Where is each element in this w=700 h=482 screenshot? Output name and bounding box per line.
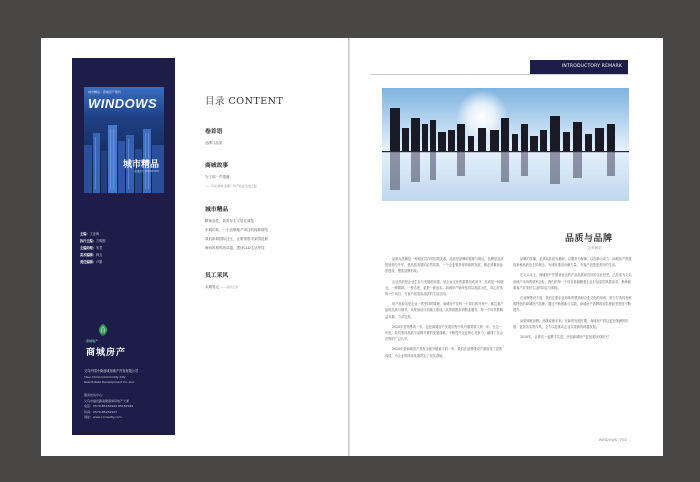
toc-entry[interactable]: 精神品性，新青年主义居住典范 bbox=[205, 219, 254, 223]
article-paragraph: 用产品说话是企业一贯坚持的原则，商城房产在每一个项目的开发中，都注重产品的品质与细节，从规划设计到施工建设，从景观配套到物业服务，每一个环节都精益求精，力求完美。 bbox=[385, 302, 504, 319]
article-column-1 bbox=[385, 256, 505, 363]
article-paragraph: 在义乌本土，商城房产凭借其优良的产品品质和良好的企业信誉，已经成为义乌房地产市场的领军企业。我们的每一个项目都凝聚着企业对品质的执着追求，都承载着客户对美好生活的向往与期待。 bbox=[513, 273, 632, 290]
company-name-en: Yiwu China Commodity City bbox=[84, 375, 126, 379]
toc-section bbox=[205, 270, 335, 292]
article-paragraph: 2010年是商城房产具有全面突破意义的一年，我们在品牌建设方面取得了显著成绩，为企业的持续发展奠定了坚实基础。 bbox=[385, 347, 503, 358]
logo-caption: 商城地产 bbox=[86, 339, 99, 343]
credit-line: 责任编辑：卢娟 bbox=[80, 260, 103, 264]
credit-line: 主编助理：朱君 bbox=[80, 246, 103, 250]
toc-entry[interactable]: 我们新城国际社区，让繁荣都市家园延伸 bbox=[205, 237, 268, 241]
magazine-cover-image bbox=[84, 87, 164, 193]
article-paragraph: 在品牌建设方面，我们注重企业形象的塑造和企业文化的培育，努力打造具有鲜明特色的商城房产品牌。通过不断创新与实践，商城房产品牌的知名度和美誉度不断提升。 bbox=[513, 296, 632, 313]
article-paragraph: 企业品质是企业生存与发展的前提，是企业文化的重要组成部分。品质是一种理念，一种精神，一种态度，更是一种追求。商城房产始终坚持以品质为先，用心打造每一个项目，为客户创造高品质的生活空间。 bbox=[385, 279, 504, 297]
company-name-cn: 义乌中国小商品城房地产开发有限公司 bbox=[84, 369, 139, 373]
article-paragraph: 2010年，让我们一起携手共进，开创商城房产更加美好的明天！ bbox=[520, 335, 611, 340]
toc-section bbox=[205, 126, 335, 148]
toc-section bbox=[205, 204, 335, 253]
company-name-en-2: Real Estate Development Co.,Ltd bbox=[84, 380, 134, 384]
toc-entry[interactable]: 为了那一声感谢 bbox=[205, 175, 230, 179]
toc-heading: 员工采风 bbox=[205, 273, 229, 279]
contact-line: 服务热线中心： bbox=[84, 393, 106, 397]
header-rule bbox=[370, 74, 628, 75]
section-label-bar bbox=[530, 60, 628, 74]
toc-title: 目录 CONTENT bbox=[205, 96, 284, 107]
contact-line: 电话：0579-85182999 85182999 bbox=[84, 404, 134, 408]
toc-entry[interactable]: 本期笔记 ——采访记录 bbox=[205, 285, 239, 289]
toc-heading: 城市精品 bbox=[205, 207, 229, 213]
article-paragraph: 2010年是特殊的一年，也是商城房产发展历程中具有重要意义的一年。在这一年里，我们坚持品质与品牌并重的发展战略，不断提升企业核心竞争力，赢得了社会各界的广泛认可。 bbox=[385, 324, 503, 342]
credit-line: 美术编辑：韩玉 bbox=[80, 253, 103, 257]
contact-line: 网址：www.cccrealty.com bbox=[84, 415, 122, 419]
credit-line: 执行主编：方明刚 bbox=[80, 239, 106, 243]
article-paragraph: 品质铸就品牌，品牌成就未来。在新的发展时期，商城房产将以更加饱满的热情、更加务实的作风，全力以赴推动企业实现新的跨越发展。 bbox=[513, 318, 629, 329]
toc-entry[interactable]: 东城印象，一个品牌地产项目的纯粹情结 bbox=[205, 228, 268, 232]
article-column-2 bbox=[513, 256, 633, 344]
article-byline: 文/朱明宗 bbox=[587, 246, 602, 250]
toc-entry-note: ——写在商城·金都广场产权证发放之际 bbox=[205, 184, 257, 188]
company-logo-icon bbox=[94, 323, 112, 337]
toc-entry[interactable]: 海西风格风尚卓越，建设CLD生活华居 bbox=[205, 246, 265, 250]
cover-subtitle: 城市精品 bbox=[122, 160, 159, 170]
cover-skyline-graphic bbox=[84, 115, 164, 193]
brand-name: 商城房产 bbox=[86, 348, 127, 358]
cover-top-text: 城市精品 · 商城房产期刊 bbox=[88, 90, 121, 94]
sidebar-panel bbox=[72, 58, 175, 435]
contact-line: 传真：0579-85182997 bbox=[84, 409, 117, 414]
cover-title: WINDOWS bbox=[88, 96, 158, 111]
contact-info bbox=[84, 393, 174, 421]
left-page bbox=[41, 38, 348, 456]
toc-entry[interactable]: 品牌与品质 bbox=[205, 141, 223, 145]
credit-line: 主编：王亚海 bbox=[80, 232, 100, 236]
cover-subtitle-small: 商城房产 WINDOWS bbox=[134, 170, 159, 173]
article-title: 品质与品牌 bbox=[565, 234, 613, 244]
toc-section bbox=[205, 160, 335, 190]
city-skyline-hero-image bbox=[382, 88, 629, 201]
page-footer: WINDOWS / P02 bbox=[598, 438, 627, 442]
article-paragraph: 品牌的传播，必须以品质为基础，以服务为保障，以创新为动力。商城房产将继续秉承品质至上的理念，为城市建设贡献力量，为客户创造更美好的生活。 bbox=[513, 257, 632, 268]
contact-line: 义乌市福田路南侧商城房地产大厦 bbox=[84, 398, 130, 403]
article-paragraph: 品质与品牌是一种相互共存的因果关系，品质是品牌的根基与保证，品牌是品质的延伸与升华，是品质发展的必然结果。一个企业要获得持续的发展，就必须重视品质建设，塑造品牌形象。 bbox=[385, 257, 504, 274]
credits-list bbox=[80, 231, 170, 266]
right-page bbox=[350, 38, 663, 456]
section-label: INTRODUCTORY REMARK bbox=[561, 64, 622, 69]
toc-heading: 商城故事 bbox=[205, 163, 229, 169]
toc-heading: 卷首语 bbox=[205, 129, 223, 135]
